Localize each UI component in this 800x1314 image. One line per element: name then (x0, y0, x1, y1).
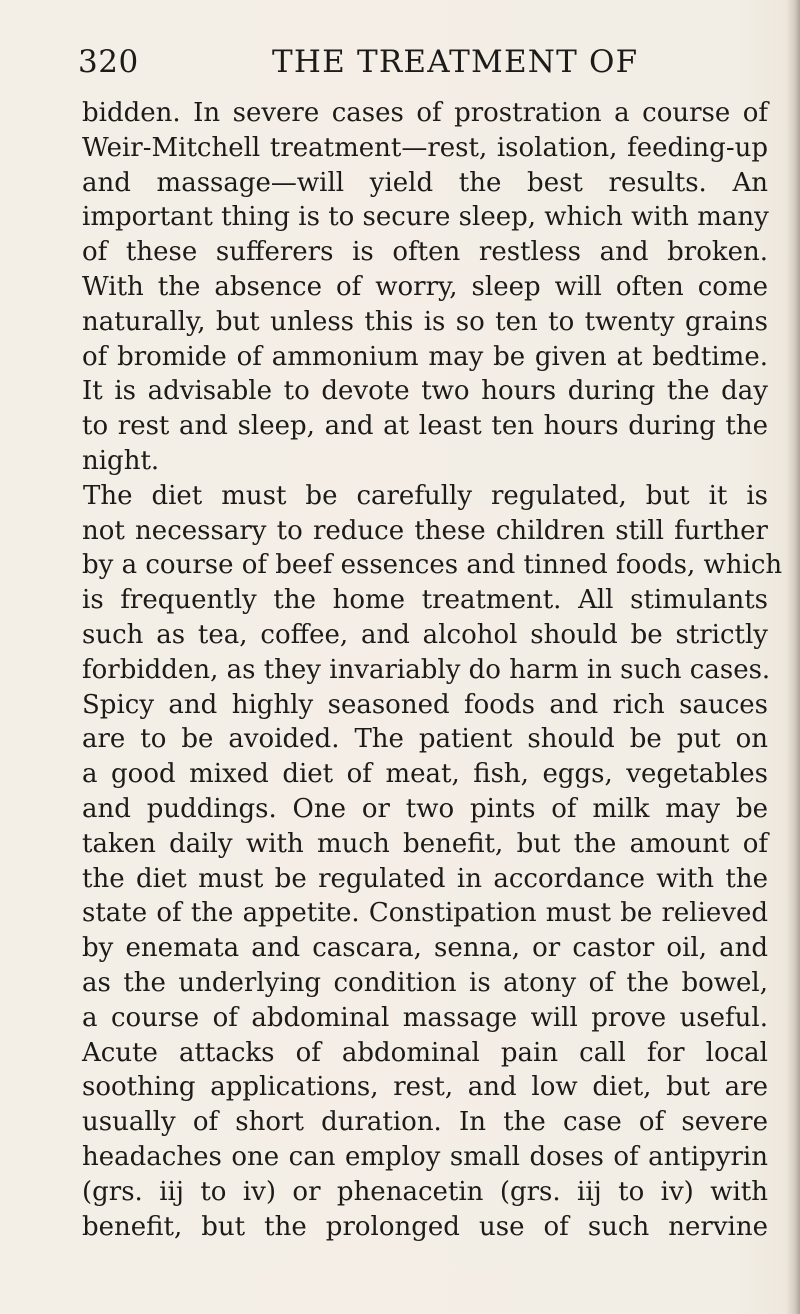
page-number: 320 (78, 44, 139, 80)
text-line: soothing applications, rest, and low diet, but are (82, 1072, 768, 1103)
text-line: It is advisable to devote two hours during the day (82, 376, 768, 407)
text-line: Acute attacks of abdominal pain call for local (82, 1037, 768, 1068)
text-line: The diet must be carefully regulated, but it is (83, 480, 768, 511)
text-line: usually of short duration. In the case of severe (82, 1107, 768, 1138)
text-line: naturally, but unless this is so ten to twenty grains (82, 306, 768, 337)
text-line: not necessary to reduce these children still further (82, 515, 768, 546)
text-line: state of the appetite. Constipation must be relieved (82, 898, 768, 929)
text-line: bidden. In severe cases of prostration a course of (82, 98, 768, 128)
text-line: a good mixed diet of meat, fish, eggs, vegetables (82, 759, 768, 790)
text-line: of bromide of ammonium may be given at bedtime. (82, 341, 768, 372)
page-edge-shadow (786, 0, 800, 1314)
text-line: as the underlying condition is atony of the bowel, (82, 967, 768, 998)
text-line: is frequently the home treatment. All stimulants (82, 585, 768, 616)
text-line: benefit, but the prolonged use of such nervine (82, 1211, 768, 1242)
running-head: THE TREATMENT OF (272, 44, 639, 80)
text-line: and puddings. One or two pints of milk may be (82, 793, 768, 824)
text-line: the diet must be regulated in accordance with the (82, 863, 768, 894)
text-line: to rest and sleep, and at least ten hours during the (82, 411, 768, 442)
paragraph (82, 96, 768, 479)
text-line: important thing is to secure sleep, which with many (82, 202, 769, 233)
text-line: are to be avoided. The patient should be put on (82, 724, 768, 755)
body-text (82, 96, 783, 1244)
text-line: headaches one can employ small doses of antipyrin (82, 1141, 768, 1172)
page-header (78, 44, 768, 84)
text-line: Spicy and highly seasoned foods and rich sauces (82, 689, 768, 720)
text-line: and massage—will yield the best results. An (82, 167, 768, 198)
text-line: With the absence of worry, sleep will often come (82, 271, 768, 302)
text-line: such as tea, coffee, and alcohol should be strictly (82, 619, 768, 650)
text-line: taken daily with much benefit, but the amount of (82, 828, 768, 859)
text-line: a course of abdominal massage will prove useful. (82, 1002, 768, 1033)
paragraph (82, 479, 783, 1245)
text-line: night. (82, 445, 160, 476)
text-line: Weir-Mitchell treatment—rest, isolation, feeding-up (82, 132, 768, 163)
text-line: by a course of beef essences and tinned foods, which (82, 550, 783, 581)
text-line: (grs. iij to iv) or phenacetin (grs. iij to iv) with (82, 1176, 768, 1207)
text-line: by enemata and cascara, senna, or castor oil, and (82, 933, 768, 964)
text-line: of these sufferers is often restless and broken. (82, 237, 768, 268)
text-line: forbidden, as they invariably do harm in such cases. (82, 654, 771, 685)
